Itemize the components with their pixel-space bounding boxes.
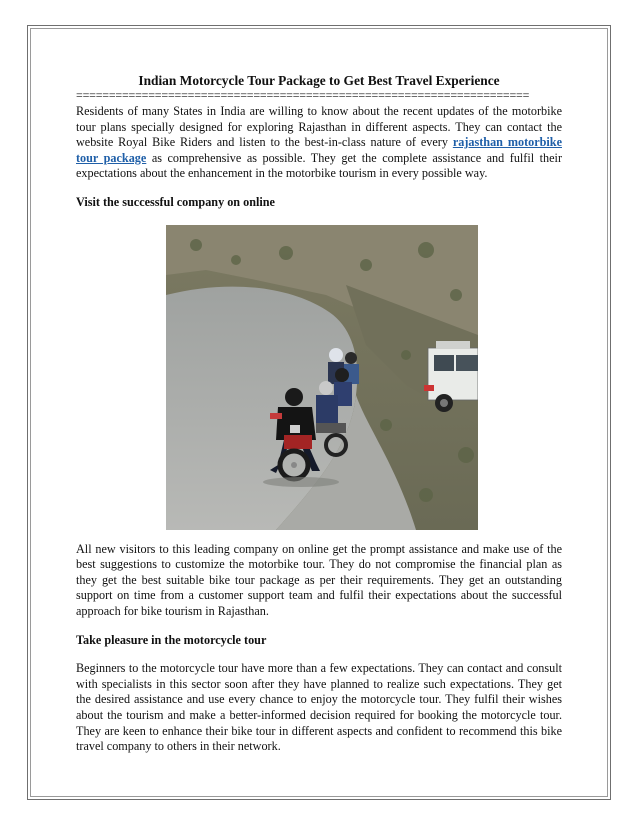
- document-body: [76, 73, 562, 755]
- intro-text-after-link: as comprehensive as possible. They get the complete assistance and fulfil their expectations about the enhancement in the motorbike tourism in every possible way.: [76, 150, 563, 181]
- document-title: Indian Motorcycle Tour Package to Get Best Travel Experience: [138, 73, 500, 88]
- motorcycle-tour-paragraph: Beginners to the motorcycle tour have more than a few expectations. They can contact and consult with specialists in this sector soon after they have planned to realize such expectations. They get the desired assistance and use every chance to enjoy the motorcycle tour. They fulfil their wishes about the tourism and make a better-informed decision required for booking the motorcycle tour. They are keen to enhance their bike tour in different aspects and confident to recommend this bike travel company to others in their network.: [76, 661, 562, 754]
- title-separator: =====================================================================: [76, 89, 530, 101]
- rajasthan-tour-package-link[interactable]: rajasthan motorbike tour package: [76, 135, 562, 165]
- motorcycle-riders-photo: [166, 225, 478, 530]
- intro-paragraph: [76, 104, 562, 182]
- visit-company-paragraph: All new visitors to this leading company on online get the prompt assistance and make use of the best suggestions to customize the motorbike tour. They do not compromise the financial plan as they get the best suitable bike tour package as per their requirements. They get an outstanding support on time from a customer support team and fulfil their expectations about the successful approach for bike tourism in Rajasthan.: [76, 541, 562, 618]
- section-heading-visit-company: Visit the successful company on online: [76, 194, 275, 209]
- intro-text-before-link: Residents of many States in India are willing to know about the recent updates of the motorbike tour plans specially designed for exploring Rajasthan in different aspects. They can contact the website Royal Bike Riders and listen to the best-in-class nature of every: [76, 104, 562, 150]
- section-heading-take-pleasure: Take pleasure in the motorcycle tour: [76, 632, 267, 647]
